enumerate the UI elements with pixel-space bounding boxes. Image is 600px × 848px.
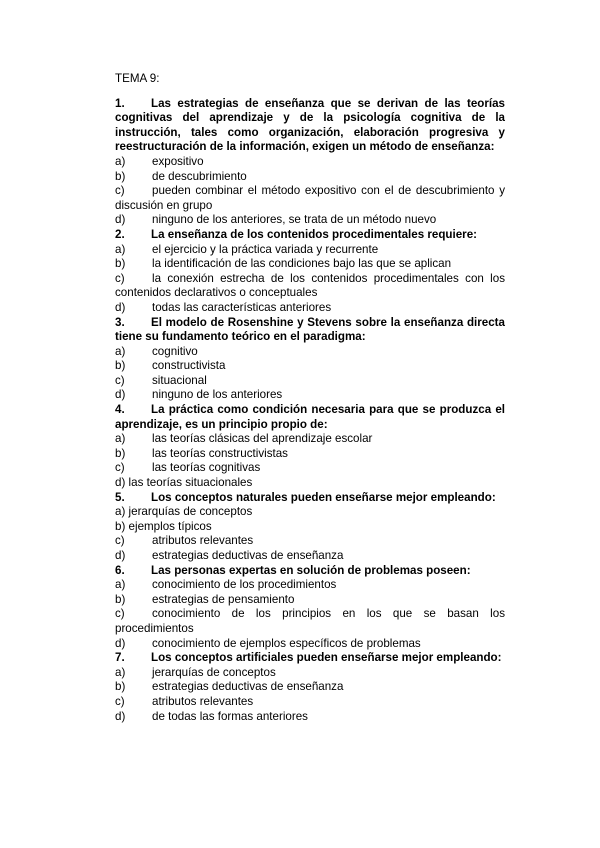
option-letter: c)	[115, 461, 125, 475]
option-text: conocimiento de los principios en los que se basan los procedimientos	[115, 607, 505, 635]
option-text: pueden combinar el método expositivo con el de descubrimiento y discusión en grupo	[115, 184, 505, 212]
option-text: jerarquías de conceptos	[128, 505, 253, 519]
option-text: estrategias de pensamiento	[152, 592, 295, 606]
option-letter: a)	[115, 505, 126, 519]
option-letter: c)	[115, 607, 125, 621]
option-letter: c)	[115, 373, 125, 387]
question-text: El modelo de Rosenshine y Stevens sobre la enseñanza directa tiene su fundamento teórico en el paradigma:	[115, 315, 505, 344]
option-letter: b)	[115, 680, 126, 694]
option-text: cognitivo	[152, 344, 198, 358]
question-number: 5.	[115, 490, 125, 504]
question-text: La enseñanza de los contenidos procedimentales requiere:	[151, 227, 478, 241]
option-text: de todas las formas anteriores	[152, 709, 308, 723]
question-text: Las estrategias de enseñanza que se derivan de las teorías cognitivas del aprendizaje y de la psicología cognitiva de la instrucción, tales como organización, elaboración progresiva y reestructuración de la información, exigen un método de enseñanza:	[115, 96, 505, 154]
question-4	[115, 403, 505, 432]
option-2a	[115, 243, 505, 258]
option-3c	[115, 374, 505, 389]
option-letter: b)	[115, 446, 126, 460]
document-content	[115, 72, 505, 724]
option-text: situacional	[152, 373, 207, 387]
option-1a	[115, 155, 505, 170]
option-text: jerarquías de conceptos	[152, 665, 276, 679]
question-number: 3.	[115, 315, 125, 329]
option-text: estrategias deductivas de enseñanza	[152, 680, 344, 694]
option-letter: b)	[115, 592, 126, 606]
question-number: 6.	[115, 563, 125, 577]
question-text: Las personas expertas en solución de problemas poseen:	[151, 563, 471, 577]
option-text: expositivo	[152, 154, 204, 168]
option-1d	[115, 213, 505, 228]
option-letter: c)	[115, 694, 125, 708]
question-text: La práctica como condición necesaria para que se produzca el aprendizaje, es un principio propio de:	[115, 403, 505, 431]
option-2c	[115, 272, 505, 301]
question-1	[115, 97, 505, 155]
option-4c	[115, 461, 505, 476]
option-3d	[115, 388, 505, 403]
option-6a	[115, 578, 505, 593]
option-1c	[115, 184, 505, 213]
document-title: TEMA 9:	[115, 72, 160, 85]
option-letter: d)	[115, 636, 126, 650]
option-5b	[115, 520, 505, 535]
option-letter: c)	[115, 271, 125, 285]
question-7	[115, 651, 505, 666]
option-letter: b)	[115, 359, 126, 373]
option-5d	[115, 549, 505, 564]
option-7a	[115, 666, 505, 681]
option-letter: b)	[115, 519, 126, 533]
option-letter: a)	[115, 154, 126, 168]
option-text: las teorías situacionales	[128, 476, 253, 490]
option-letter: d)	[115, 213, 126, 227]
question-text: Los conceptos naturales pueden enseñarse mejor empleando:	[151, 490, 496, 504]
option-letter: b)	[115, 257, 126, 271]
option-text: las teorías clásicas del aprendizaje escolar	[152, 432, 373, 446]
option-text: atributos relevantes	[152, 694, 254, 708]
option-text: estrategias deductivas de enseñanza	[152, 549, 344, 562]
option-letter: a)	[115, 344, 126, 358]
option-text: conocimiento de los procedimientos	[152, 578, 337, 592]
option-text: todas las características anteriores	[152, 300, 332, 314]
option-letter: a)	[115, 432, 126, 446]
question-number: 1.	[115, 96, 125, 110]
question-2	[115, 228, 505, 243]
option-text: atributos relevantes	[152, 534, 254, 548]
option-4a	[115, 432, 505, 447]
option-1b	[115, 170, 505, 185]
question-number: 4.	[115, 403, 125, 417]
option-7c	[115, 695, 505, 710]
question-text: Los conceptos artificiales pueden enseñarse mejor empleando:	[151, 651, 502, 665]
option-3b	[115, 359, 505, 374]
option-4b	[115, 447, 505, 462]
option-letter: c)	[115, 534, 125, 548]
option-4d	[115, 476, 505, 491]
option-text: las teorías constructivistas	[152, 446, 288, 460]
question-3	[115, 316, 505, 345]
option-letter: a)	[115, 242, 126, 256]
question-number: 2.	[115, 227, 125, 241]
option-letter: d)	[115, 300, 126, 314]
option-letter: d)	[115, 476, 126, 490]
option-text: la conexión estrecha de los contenidos procedimentales con los contenidos declarativos o conceptuales	[115, 271, 505, 300]
option-text: el ejercicio y la práctica variada y recurrente	[152, 242, 379, 256]
option-5c	[115, 534, 505, 549]
option-7b	[115, 680, 505, 695]
option-letter: d)	[115, 388, 126, 402]
option-text: conocimiento de ejemplos específicos de problemas	[152, 636, 421, 650]
option-6d	[115, 637, 505, 652]
question-number: 7.	[115, 651, 125, 665]
question-5	[115, 491, 505, 506]
option-text: ninguno de los anteriores, se trata de un método nuevo	[152, 213, 437, 227]
option-3a	[115, 345, 505, 360]
option-5a	[115, 505, 505, 520]
option-text: ninguno de los anteriores	[152, 388, 283, 402]
option-2d	[115, 301, 505, 316]
question-6	[115, 564, 505, 579]
option-text: la identificación de las condiciones bajo las que se aplican	[152, 257, 452, 271]
option-6c	[115, 607, 505, 636]
option-letter: b)	[115, 169, 126, 183]
option-text: las teorías cognitivas	[152, 461, 261, 475]
option-letter: d)	[115, 709, 126, 723]
option-letter: a)	[115, 578, 126, 592]
option-text: ejemplos típicos	[128, 519, 212, 533]
option-letter: d)	[115, 549, 126, 562]
option-text: constructivista	[152, 359, 226, 373]
option-letter: a)	[115, 665, 126, 679]
option-6b	[115, 593, 505, 608]
option-text: de descubrimiento	[152, 169, 247, 183]
option-2b	[115, 257, 505, 272]
option-letter: c)	[115, 184, 125, 198]
option-7d	[115, 710, 505, 725]
